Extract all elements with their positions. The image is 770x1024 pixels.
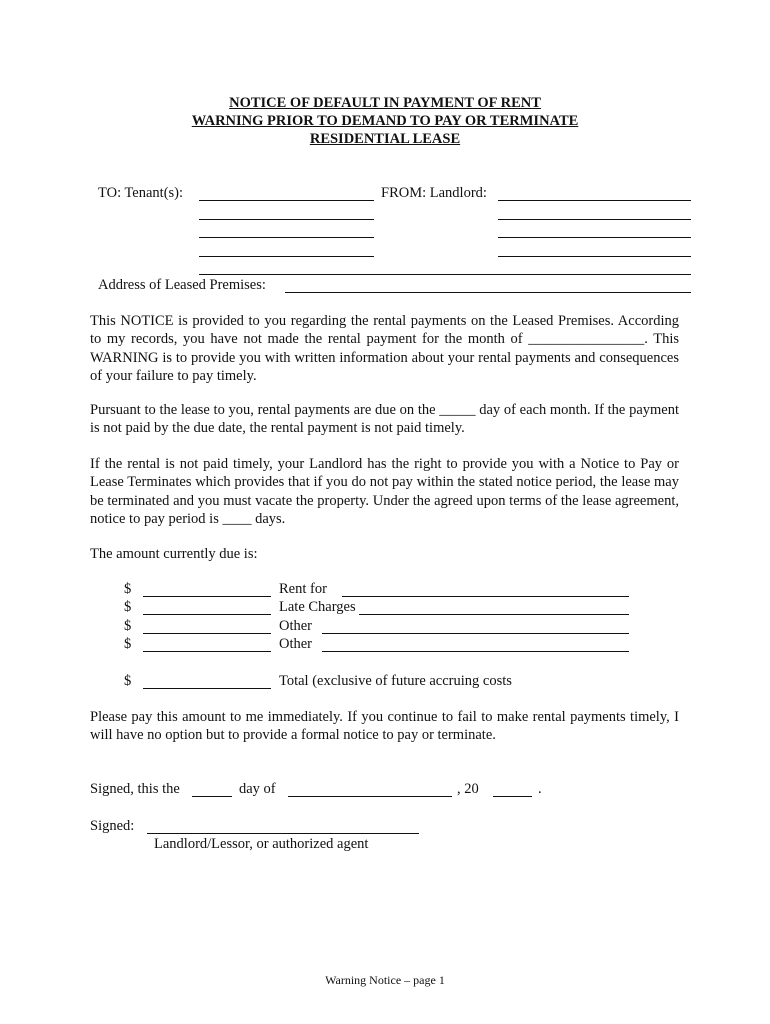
address-line[interactable] <box>285 292 691 293</box>
title-line-2: WARNING PRIOR TO DEMAND TO PAY OR TERMINATE <box>191 113 579 129</box>
signer-caption: Landlord/Lessor, or authorized agent <box>154 836 369 852</box>
landlord-line-2[interactable] <box>498 219 691 220</box>
description-line-rent[interactable] <box>342 596 629 597</box>
amount-line-rent[interactable] <box>143 596 271 597</box>
total-label: Total (exclusive of future accruing costs <box>279 673 512 689</box>
year-prefix: , 20 <box>457 781 479 797</box>
currency-symbol: $ <box>124 581 132 597</box>
landlord-line-3[interactable] <box>498 237 691 238</box>
from-landlord-label: FROM: Landlord: <box>381 185 487 201</box>
amount-row-label: Late Charges <box>279 599 356 615</box>
signed-year-line[interactable] <box>493 796 532 797</box>
amount-line-late-charges[interactable] <box>143 614 271 615</box>
currency-symbol: $ <box>124 636 132 652</box>
title-line-3: RESIDENTIAL LEASE <box>309 131 461 147</box>
signed-label: Signed: <box>90 818 135 834</box>
tenant-line-1[interactable] <box>199 200 374 201</box>
paragraph-pay-immediately: Please pay this amount to me immediately. If you continue to fail to make rental payments timely, I will have no option but to provide a formal notice to pay or terminate. <box>90 709 679 744</box>
paragraph-notice: This NOTICE is provided to you regarding the rental payments on the Leased Premises. According to my records, you have not made the rental payment for the month of ________________. This WARNING is to provide you with written information about your rental payments and consequences of your failure to pay timely. <box>90 313 679 384</box>
signed-day-line[interactable] <box>192 796 232 797</box>
amount-row-label: Rent for <box>279 581 327 597</box>
description-line-other-2[interactable] <box>322 651 629 652</box>
paragraph-due-date: Pursuant to the lease to you, rental payments are due on the _____ day of each month. If the payment is not paid by the due date, the rental payment is not paid timely. <box>90 402 679 437</box>
day-of-label: day of <box>239 781 276 797</box>
currency-symbol: $ <box>124 618 132 634</box>
date-period: . <box>538 781 542 797</box>
address-upper-line[interactable] <box>199 274 691 275</box>
title-line-1: NOTICE OF DEFAULT IN PAYMENT OF RENT <box>229 95 541 111</box>
amount-line-other-1[interactable] <box>143 633 271 634</box>
landlord-line-1[interactable] <box>498 200 691 201</box>
paragraph-landlord-rights: If the rental is not paid timely, your Landlord has the right to provide you with a Notice to Pay or Lease Terminates which provides that if you do not pay within the stated notice period, the lease may be terminated and you must vacate the property. Under the agreed upon terms of the lease agreement, notice to pay period is ____ days. <box>90 456 679 527</box>
address-label: Address of Leased Premises: <box>98 277 266 293</box>
amount-row-label: Other <box>279 636 313 652</box>
amount-line-other-2[interactable] <box>143 651 271 652</box>
currency-symbol: $ <box>124 673 132 689</box>
signed-month-line[interactable] <box>288 796 452 797</box>
tenant-line-3[interactable] <box>199 237 374 238</box>
amount-row-label: Other <box>279 618 313 634</box>
amount-line-total[interactable] <box>143 688 271 689</box>
description-line-late-charges[interactable] <box>359 614 629 615</box>
description-line-other-1[interactable] <box>322 633 629 634</box>
currency-symbol: $ <box>124 599 132 615</box>
tenant-line-2[interactable] <box>199 219 374 220</box>
amount-intro: The amount currently due is: <box>90 546 258 562</box>
tenant-line-4[interactable] <box>199 256 374 257</box>
signature-line[interactable] <box>147 833 419 834</box>
signed-this-label: Signed, this the <box>90 781 180 797</box>
page-footer: Warning Notice – page 1 <box>325 973 445 987</box>
to-tenant-label: TO: Tenant(s): <box>98 185 184 201</box>
landlord-line-4[interactable] <box>498 256 691 257</box>
